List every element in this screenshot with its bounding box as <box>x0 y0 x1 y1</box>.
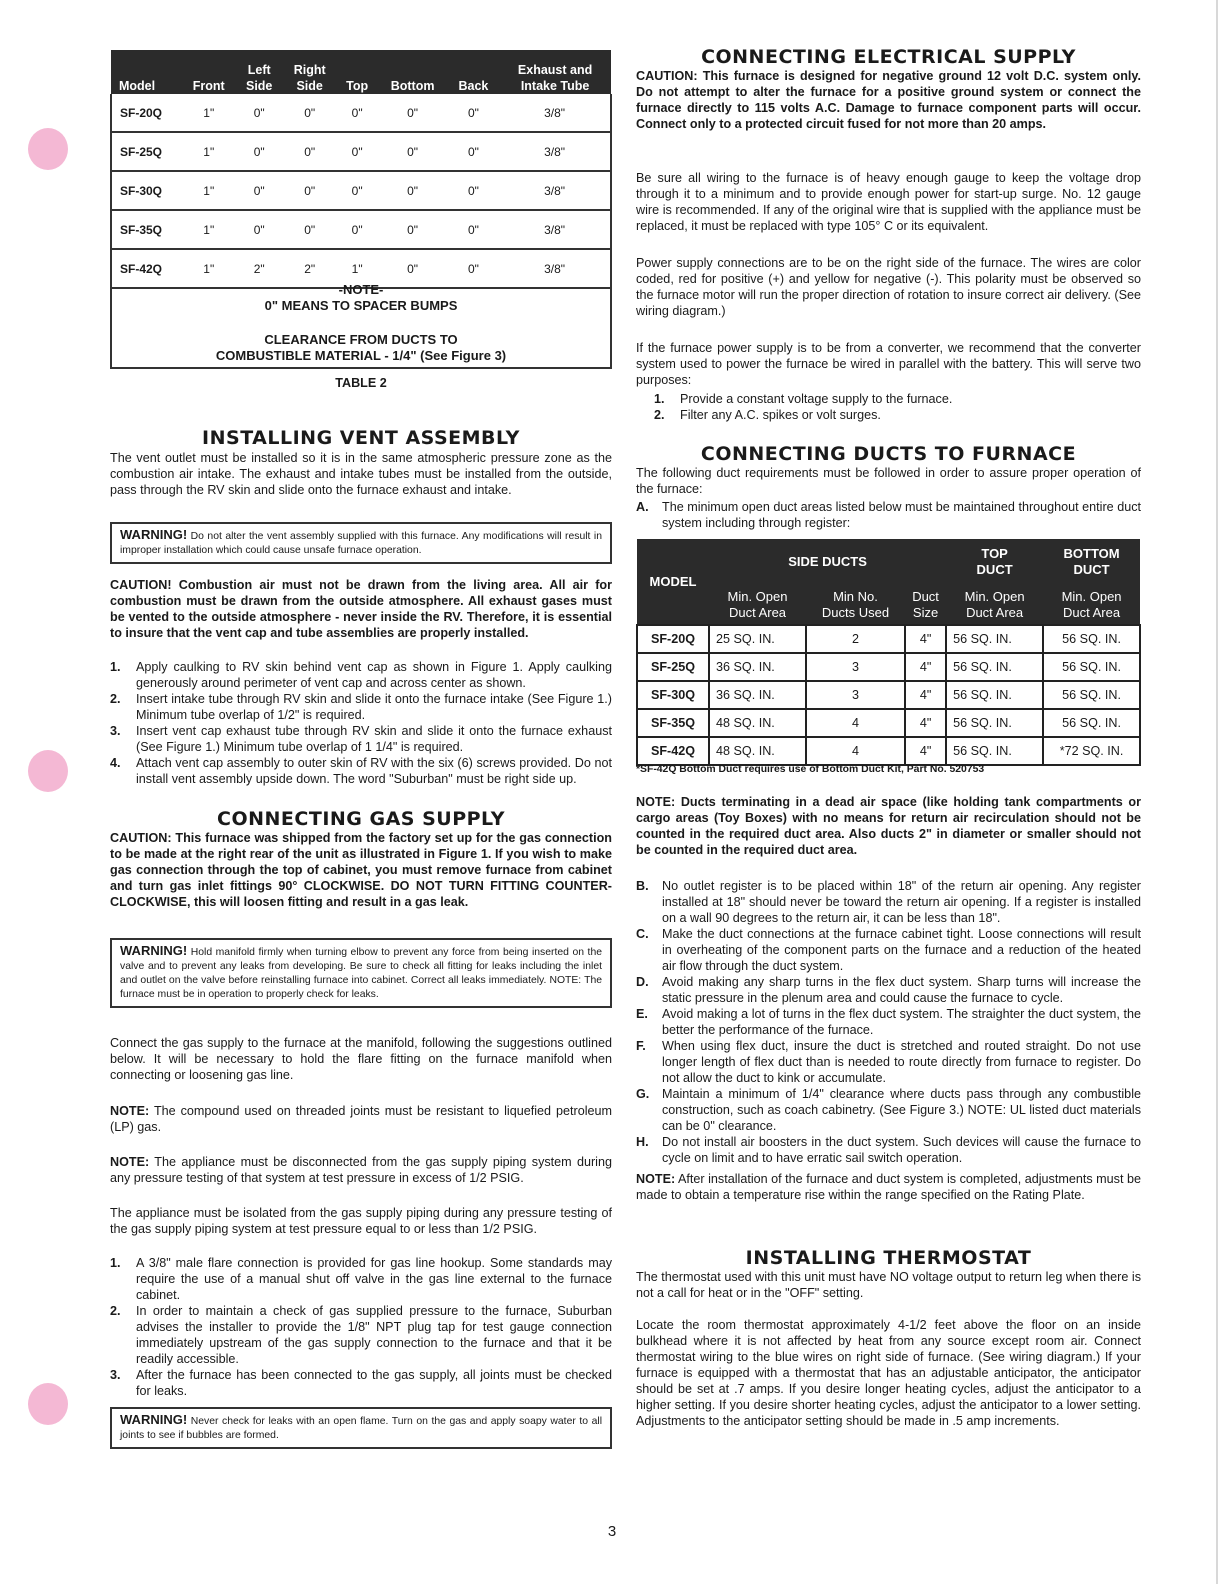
note-title: -NOTE- <box>338 282 384 297</box>
note-line: 0" MEANS TO SPACER BUMPS <box>264 298 458 313</box>
vent-caution: CAUTION! Combustion air must not be drawn from the living area. All air for combustion must be drawn from the outside atmosphere. All exhaust gases must be vented to the outside atmosphere - never inside the RV. Therefore, it is essential to insure that the vent cap and tube assemblies are properly installed. <box>110 578 612 640</box>
clearance-line-2: COMBUSTIBLE MATERIAL - 1/4" (See Figure 3) <box>215 348 507 363</box>
list-item: 4. Attach vent cap assembly to outer skin of RV with the six (6) screws provided. Do not install vent assembly upside down. The word "Suburban" must be right side up. <box>110 756 612 786</box>
gas-para-1: Connect the gas supply to the furnace at the manifold, following the suggestions outlined below. It will be necessary to hold the flare fitting on the furnace manifold when connecting or loosening gas line. <box>110 1036 612 1082</box>
col-side-ducts: SIDE DUCTS <box>709 539 946 585</box>
ducts-note: NOTE: Ducts terminating in a dead air space (like holding tank compartments or cargo areas (Toy Boxes) with no means for return air recirculation should not be counted in the required duct area. Also ducts 2" in diameter or smaller should not be counted in the required duct area. <box>636 795 1141 857</box>
col-left-side: Left Side <box>236 50 283 94</box>
list-item: E. Avoid making a lot of turns in the flex duct system. The straighter the duct system, the better the performance of the furnace. <box>636 1007 1141 1037</box>
list-item: 3. Insert vent cap exhaust tube through RV skin and slide it onto the furnace exhaust (See Figure 1.) Minimum tube overlap of 1 1/4" is required. <box>110 724 612 754</box>
warning-text: Hold manifold firmly when turning elbow to prevent any force from being inserted on the valve and to prevent any leaks from developing. Be sure to check all fitting for leaks including the inlet and outlet on the valve before reinstalling furnace into cabinet. Correct all leaks immediately. NOTE: The furnace must be in operation to properly check for leaks. <box>120 947 603 1000</box>
electrical-heading: CONNECTING ELECTRICAL SUPPLY <box>701 46 1076 68</box>
col-bottom: Bottom <box>377 50 447 94</box>
list-item: A. The minimum open duct areas listed below must be maintained throughout entire duct system including through register: <box>636 500 1141 530</box>
electrical-para-1: Be sure all wiring to the furnace is of heavy enough gauge to keep the voltage drop through it to a minimum and to provide enough power for start-up surge. No. 12 gauge wire is recommended. If any of the original wire that is supplied with the appliance must be replaced, it must be replaced with type 105° C or its equivalent. <box>636 171 1141 233</box>
gas-heading: CONNECTING GAS SUPPLY <box>217 808 505 830</box>
clearance-line-1: CLEARANCE FROM DUCTS TO <box>264 332 458 347</box>
list-item: C. Make the duct connections at the furnace cabinet tight. Loose connections will result in overheating of the component parts on the furnace and a reduction of the heated air flow through the duct system. <box>636 927 1141 973</box>
vent-heading: INSTALLING VENT ASSEMBLY <box>202 427 520 449</box>
list-item: 3. After the furnace has been connected to the gas supply, all joints must be checked for leaks. <box>110 1368 612 1398</box>
ducts-items <box>636 878 1141 1166</box>
col-top-min-open: Min. Open Duct Area <box>946 585 1043 625</box>
thermostat-para-1: The thermostat used with this unit must have NO voltage output to return leg when there is not a call for heat or in the "OFF" setting. <box>636 1270 1141 1300</box>
table-row: SF-25Q 1" 0" 0" 0" 0" 0" 3/8" <box>111 132 611 171</box>
list-item: G. Maintain a minimum of 1/4" clearance where ducts pass through any combustible construction, such as coach cabinetry. (See Figure 3.) NOTE: UL listed duct materials can be 0" clearance. <box>636 1087 1141 1133</box>
col-bottom-min-open: Min. Open Duct Area <box>1043 585 1140 625</box>
table-row: SF-20Q 1" 0" 0" 0" 0" 0" 3/8" <box>111 94 611 132</box>
table-caption: TABLE 2 <box>335 376 387 390</box>
binder-hole-middle <box>28 750 68 792</box>
clearance-table <box>110 50 612 289</box>
vent-warning <box>110 522 612 564</box>
ducts-heading: CONNECTING DUCTS TO FURNACE <box>700 443 1077 465</box>
electrical-para-2: Power supply connections are to be on the right side of the furnace. The wires are color coded, red for positive (+) and yellow for negative (-). This polarity must be observed so the furnace motor will run the proper direction of rotation to insure correct air delivery. (See wiring diagram.) <box>636 256 1141 318</box>
list-item: F. When using flex duct, insure the duct is stretched and routed straight. Do not use longer length of flex duct than is needed to route directly from furnace to register. Do not allow the duct to kink or accumulate. <box>636 1039 1141 1085</box>
thermostat-para-2: Locate the room thermostat approximately 4-1/2 feet above the floor on an inside bulkhead where it is not affected by heat from any source except room air. Connect thermostat wiring to the blue wires on right side of furnace. (See wiring diagram.) If your furnace is equipped with a thermostat that has an adjustable anticipator, the anticipator should be set at .7 amps. If you desire longer heating cycles, adjust the anticipator to a higher setting. If you desire shorter heating cycles, adjust the anticipator to a lower setting. Adjustments to the anticipator setting should be made in .5 amp increments. <box>636 1318 1141 1428</box>
table-row: SF-25Q 36 SQ. IN. 3 4" 56 SQ. IN. 56 SQ. IN. <box>637 653 1140 681</box>
binder-hole-top <box>28 128 68 170</box>
binder-hole-bottom <box>28 1383 68 1425</box>
duct-table-footnote: *SF-42Q Bottom Duct requires use of Bottom Duct Kit, Part No. 520753 <box>636 764 985 775</box>
gas-para-2: The appliance must be isolated from the gas supply piping during any pressure testing of the gas supply piping system at test pressure equal to or less than 1/2 PSIG. <box>110 1206 612 1236</box>
gas-caution: CAUTION: This furnace was shipped from the factory set up for the gas connection to be made at the right rear of the unit as illustrated in Figure 1. If you wish to make gas connection through the top of cabinet, you must remove furnace from cabinet and turn gas inlet fittings 90° CLOCKWISE. DO NOT TURN FITTING COUNTER-CLOCKWISE, this will loosen fitting and result in a gas leak. <box>110 831 612 909</box>
electrical-items <box>654 391 1141 423</box>
col-exhaust: Exhaust and Intake Tube <box>499 50 611 94</box>
table-row: SF-42Q 1" 2" 2" 1" 0" 0" 3/8" <box>111 249 611 288</box>
table-row: SF-30Q 1" 0" 0" 0" 0" 0" 3/8" <box>111 171 611 210</box>
table-row: SF-20Q 25 SQ. IN. 2 4" 56 SQ. IN. 56 SQ. IN. <box>637 625 1140 653</box>
col-min-open: Min. Open Duct Area <box>709 585 806 625</box>
warning-text: Do not alter the vent assembly supplied with this furnace. Any modifications will result in improper installation which could cause unsafe furnace operation. <box>120 531 602 556</box>
warning-text: Never check for leaks with an open flame. Turn on the gas and apply soapy water to all joints to see if bubbles are formed. <box>120 1416 603 1441</box>
col-bottom-duct: BOTTOM DUCT <box>1043 539 1140 585</box>
table-row: SF-35Q 1" 0" 0" 0" 0" 0" 3/8" <box>111 210 611 249</box>
list-item: B. No outlet register is to be placed within 18" of the return air opening. Any register installed at 18" should never be toward the return air opening. If a register is installed on a wall 90 degrees to the return air, it can be less than 18". <box>636 879 1141 925</box>
gas-warning <box>110 938 612 1008</box>
electrical-caution: CAUTION: This furnace is designed for negative ground 12 volt D.C. system only. Do not attempt to alter the furnace for a positive ground system or connect the furnace directly to 115 volts A.C. Damage to furnace component parts will occur. Connect only to a protected circuit fused for not more than 20 amps. <box>636 69 1141 131</box>
thermostat-heading: INSTALLING THERMOSTAT <box>745 1247 1032 1269</box>
duct-table <box>636 539 1141 766</box>
list-item: 2. In order to maintain a check of gas supplied pressure to the furnace, Suburban advises the installer to provide the 1/8" NPT plug tap for test gauge connection immediately upstream of the gas supply connection to the furnace and that it be readily accessible. <box>110 1304 612 1366</box>
col-front: Front <box>182 50 236 94</box>
col-min-no: Min No. Ducts Used <box>806 585 905 625</box>
vent-steps <box>110 659 612 787</box>
list-item: 1. A 3/8" male flare connection is provided for gas line hookup. Some standards may require the use of a manual shut off valve in the gas line external to the furnace cabinet. <box>110 1256 612 1302</box>
gas-note-1: NOTE: The compound used on threaded joints must be resistant to liquefied petroleum (LP) gas. <box>110 1104 612 1134</box>
page-number: 3 <box>607 1523 617 1540</box>
table-note-box <box>110 275 612 369</box>
col-right-side: Right Side <box>283 50 337 94</box>
list-item: 1. Apply caulking to RV skin behind vent cap as shown in Figure 1. Apply caulking generously around perimeter of vent cap and across center as shown. <box>110 660 612 690</box>
warning-label: WARNING! <box>120 527 188 542</box>
gas-note-2: NOTE: The appliance must be disconnected from the gas supply piping system during any pressure testing of that system at test pressure in excess of 1/2 PSIG. <box>110 1155 612 1185</box>
ducts-final-note: NOTE: After installation of the furnace and duct system is completed, adjustments must be made to obtain a temperature rise within the range specified on the Rating Plate. <box>636 1172 1141 1202</box>
col-model: MODEL <box>637 539 709 625</box>
list-item: 1. Provide a constant voltage supply to the furnace. <box>654 392 953 406</box>
col-top-duct: TOP DUCT <box>946 539 1043 585</box>
list-item: 2. Filter any A.C. spikes or volt surges. <box>654 408 881 422</box>
warning-label: WARNING! <box>120 1412 188 1427</box>
table-row: SF-42Q 48 SQ. IN. 4 4" 56 SQ. IN. *72 SQ. IN. <box>637 737 1140 765</box>
gas-warning-2 <box>110 1407 612 1449</box>
list-item: D. Avoid making any sharp turns in the flex duct system. Sharp turns will increase the static pressure in the plenum area and could cause the furnace to cycle. <box>636 975 1141 1005</box>
col-duct-size: Duct Size <box>905 585 946 625</box>
electrical-para-3: If the furnace power supply is to be from a converter, we recommend that the converter system used to power the furnace be wired in parallel with the battery. This will serve two purposes: <box>636 341 1141 387</box>
list-item: H. Do not install air boosters in the duct system. Such devices will cause the furnace to cycle on limit and to have erratic sail switch operation. <box>636 1135 1141 1165</box>
warning-label: WARNING! <box>120 943 188 958</box>
table-row: SF-30Q 36 SQ. IN. 3 4" 56 SQ. IN. 56 SQ. IN. <box>637 681 1140 709</box>
page-edge <box>1216 0 1218 1584</box>
ducts-item-a <box>636 499 1141 531</box>
col-model: Model <box>111 50 182 94</box>
col-back: Back <box>448 50 499 94</box>
vent-intro: The vent outlet must be installed so it is in the same atmospheric pressure zone as the combustion air intake. The exhaust and intake tubes must be installed from the outside, pass through the RV skin and slide onto the furnace exhaust and intake. <box>110 451 612 497</box>
gas-steps <box>110 1255 612 1399</box>
ducts-intro: The following duct requirements must be followed in order to assure proper operation of the furnace: <box>636 466 1141 496</box>
col-top: Top <box>337 50 378 94</box>
table-row: SF-35Q 48 SQ. IN. 4 4" 56 SQ. IN. 56 SQ. IN. <box>637 709 1140 737</box>
list-item: 2. Insert intake tube through RV skin and slide it onto the furnace intake (See Figure 1.) Minimum tube overlap of 1/2" is required. <box>110 692 612 722</box>
